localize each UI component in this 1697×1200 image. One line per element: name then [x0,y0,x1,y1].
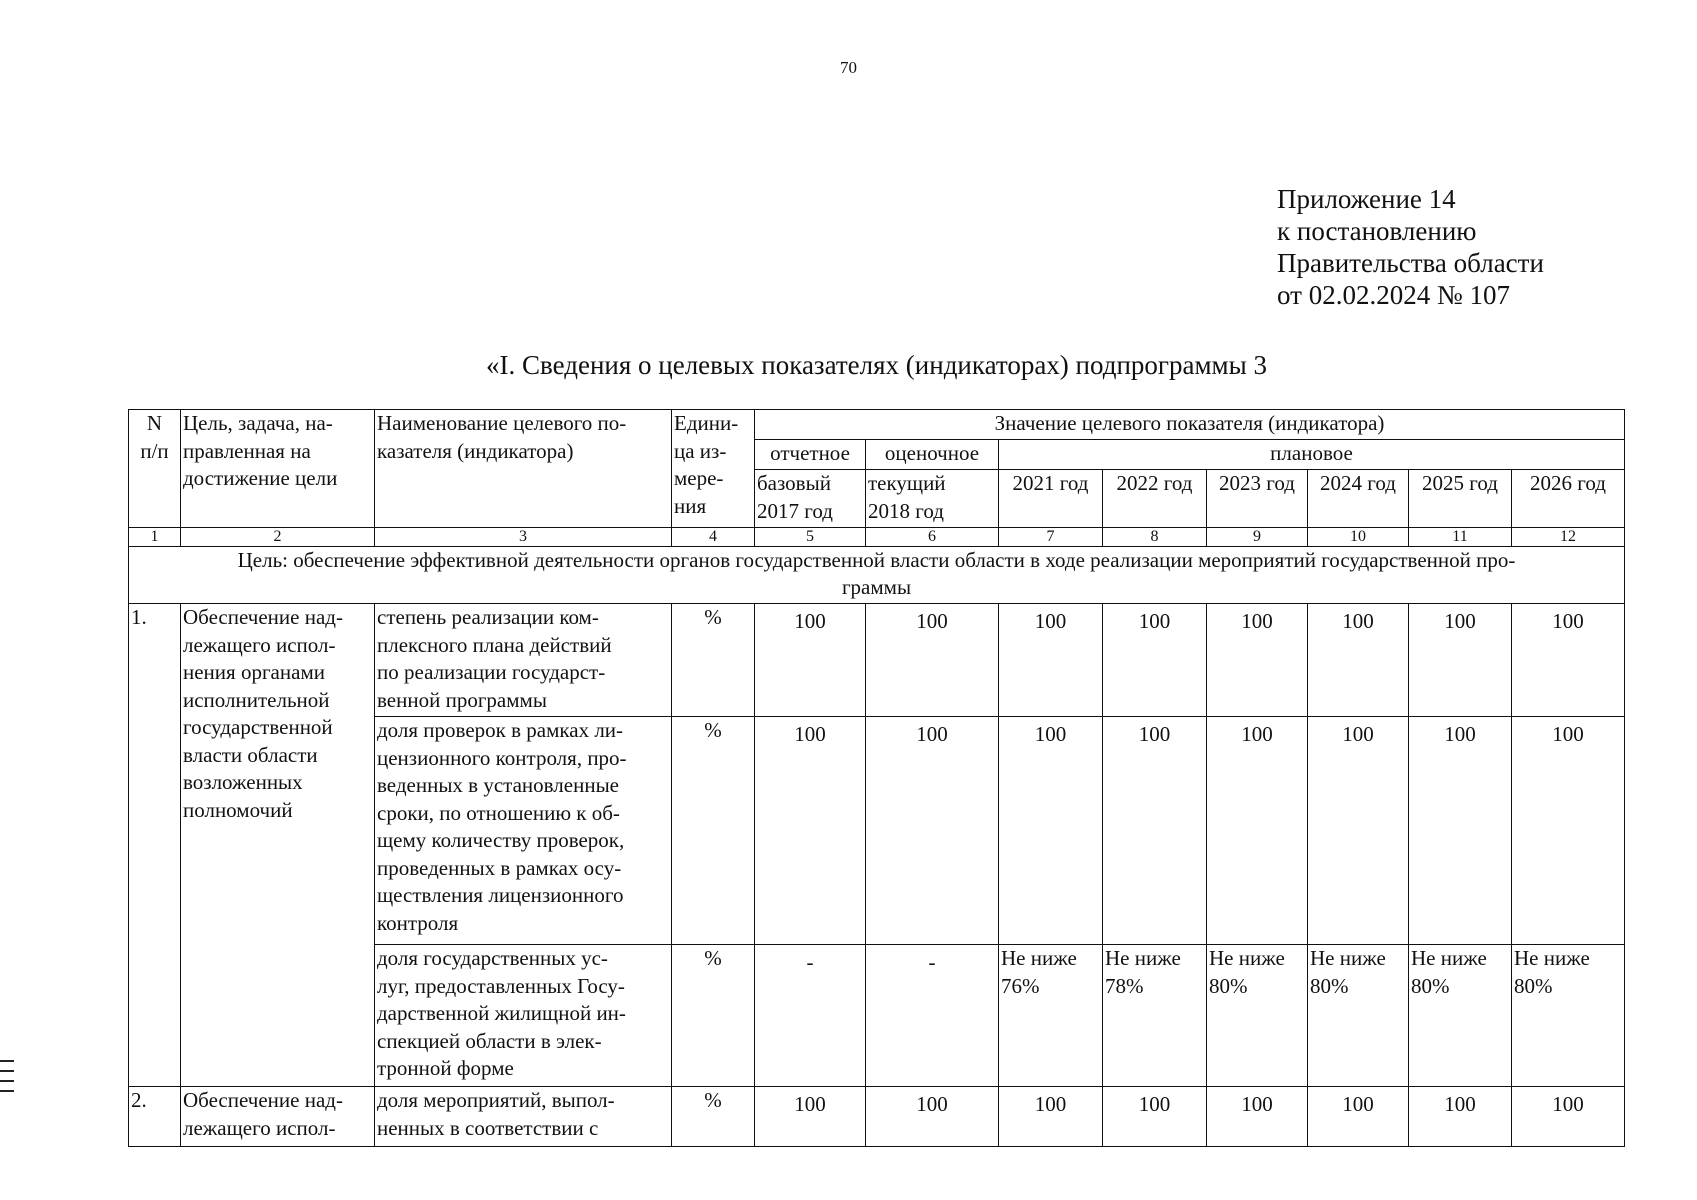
header-reported: отчетное [755,440,866,470]
column-number: 6 [866,528,999,547]
indicator-value: 100 [755,1087,866,1147]
header-current-year: текущий 2018 год [866,470,999,528]
indicator-value: 100 [1207,604,1308,717]
indicator-value: Не ниже 80% [1308,945,1409,1087]
indicator-value: 100 [1207,717,1308,945]
indicator-value: 100 [1512,1087,1625,1147]
column-number: 12 [1512,528,1625,547]
header-base-year: базовый 2017 год [755,470,866,528]
header-year: 2024 год [1308,470,1409,528]
column-number: 1 [129,528,181,547]
appendix-line: к постановлению [1277,216,1477,246]
column-number: 10 [1308,528,1409,547]
appendix-block [1277,183,1544,311]
column-number: 2 [181,528,375,547]
scan-mark [0,1090,14,1092]
indicator-value: 100 [1308,604,1409,717]
row-goal: Обеспечение над- лежащего испол- [181,1087,375,1147]
indicator-value: - [755,945,866,1087]
page-number: 70 [840,58,857,77]
indicator-value: 100 [866,1087,999,1147]
indicator-value: 100 [755,717,866,945]
column-number: 3 [375,528,672,547]
header-unit: Едини- ца из- мере- ния [672,410,755,528]
indicator-value: - [866,945,999,1087]
indicator-value: 100 [1207,1087,1308,1147]
column-numbers-row [129,528,1625,547]
appendix-line: от 02.02.2024 № 107 [1277,280,1510,310]
table-row [129,1087,1625,1147]
header-year: 2023 год [1207,470,1308,528]
goal-row [129,547,1625,604]
indicator-unit: % [672,1087,755,1147]
indicators-table [128,409,1625,1147]
header-planned: плановое [999,440,1625,470]
indicator-value: 100 [1512,717,1625,945]
indicator-value: 100 [1103,717,1207,945]
header-n: N п/п [129,410,181,528]
indicator-value: 100 [1512,604,1625,717]
table-row [129,604,1625,717]
indicator-value: Не ниже 78% [1103,945,1207,1087]
appendix-line: Правительства области [1277,248,1544,278]
header-goal: Цель, задача, на- правленная на достижение цели [181,410,375,528]
header-row [129,410,1625,440]
indicator-name: степень реализации ком- плексного плана действий по реализации государст- венной программы [375,604,672,717]
scan-mark [0,1070,14,1072]
indicator-unit: % [672,945,755,1087]
column-number: 8 [1103,528,1207,547]
indicator-value: 100 [1103,1087,1207,1147]
column-number: 4 [672,528,755,547]
header-year: 2026 год [1512,470,1625,528]
goal-statement: Цель: обеспечение эффективной деятельности органов государственной власти области в ходе реализации мероприятий государственной про- граммы [129,547,1625,604]
scan-mark [0,1080,14,1082]
document-title: «I. Сведения о целевых показателях (индикаторах) подпрограммы 3 [486,350,1268,380]
scan-margin-marks [0,1060,14,1100]
column-number: 11 [1409,528,1512,547]
indicator-name: доля проверок в рамках ли- цензионного контроля, про- веденных в установленные сроки, по отношению к об- щему количеству проверок, проведенных в рамках осу- ществления лицензионного контроля [375,717,672,945]
row-number: 2. [129,1087,181,1147]
header-estimated: оценочное [866,440,999,470]
header-year: 2022 год [1103,470,1207,528]
indicator-unit: % [672,717,755,945]
indicator-name: доля государственных ус- луг, предоставленных Госу- дарственной жилищной ин- спекцией области в элек- тронной форме [375,945,672,1087]
indicator-value: Не ниже 80% [1207,945,1308,1087]
indicator-name: доля мероприятий, выпол- ненных в соответствии с [375,1087,672,1147]
column-number: 9 [1207,528,1308,547]
indicator-value: Не ниже 76% [999,945,1103,1087]
header-year: 2025 год [1409,470,1512,528]
indicator-value: 100 [999,604,1103,717]
indicator-value: 100 [1409,717,1512,945]
indicator-value: 100 [1409,604,1512,717]
appendix-line: Приложение 14 [1277,184,1456,214]
indicator-value: 100 [755,604,866,717]
indicator-value: 100 [1308,717,1409,945]
indicator-value: 100 [999,717,1103,945]
indicator-value: Не ниже 80% [1409,945,1512,1087]
indicator-value: 100 [1103,604,1207,717]
header-indicator-name: Наименование целевого по- казателя (индикатора) [375,410,672,528]
indicator-unit: % [672,604,755,717]
indicator-value: 100 [1409,1087,1512,1147]
row-number: 1. [129,604,181,1087]
indicator-value: 100 [1308,1087,1409,1147]
column-number: 5 [755,528,866,547]
indicator-value: Не ниже 80% [1512,945,1625,1087]
scan-mark [0,1060,14,1062]
indicator-value: 100 [866,717,999,945]
column-number: 7 [999,528,1103,547]
indicator-value: 100 [999,1087,1103,1147]
row-goal: Обеспечение над- лежащего испол- нения органами исполнительной государственной власти области возложенных полномочий [181,604,375,1087]
header-year: 2021 год [999,470,1103,528]
header-value-group: Значение целевого показателя (индикатора) [755,410,1625,440]
indicator-value: 100 [866,604,999,717]
